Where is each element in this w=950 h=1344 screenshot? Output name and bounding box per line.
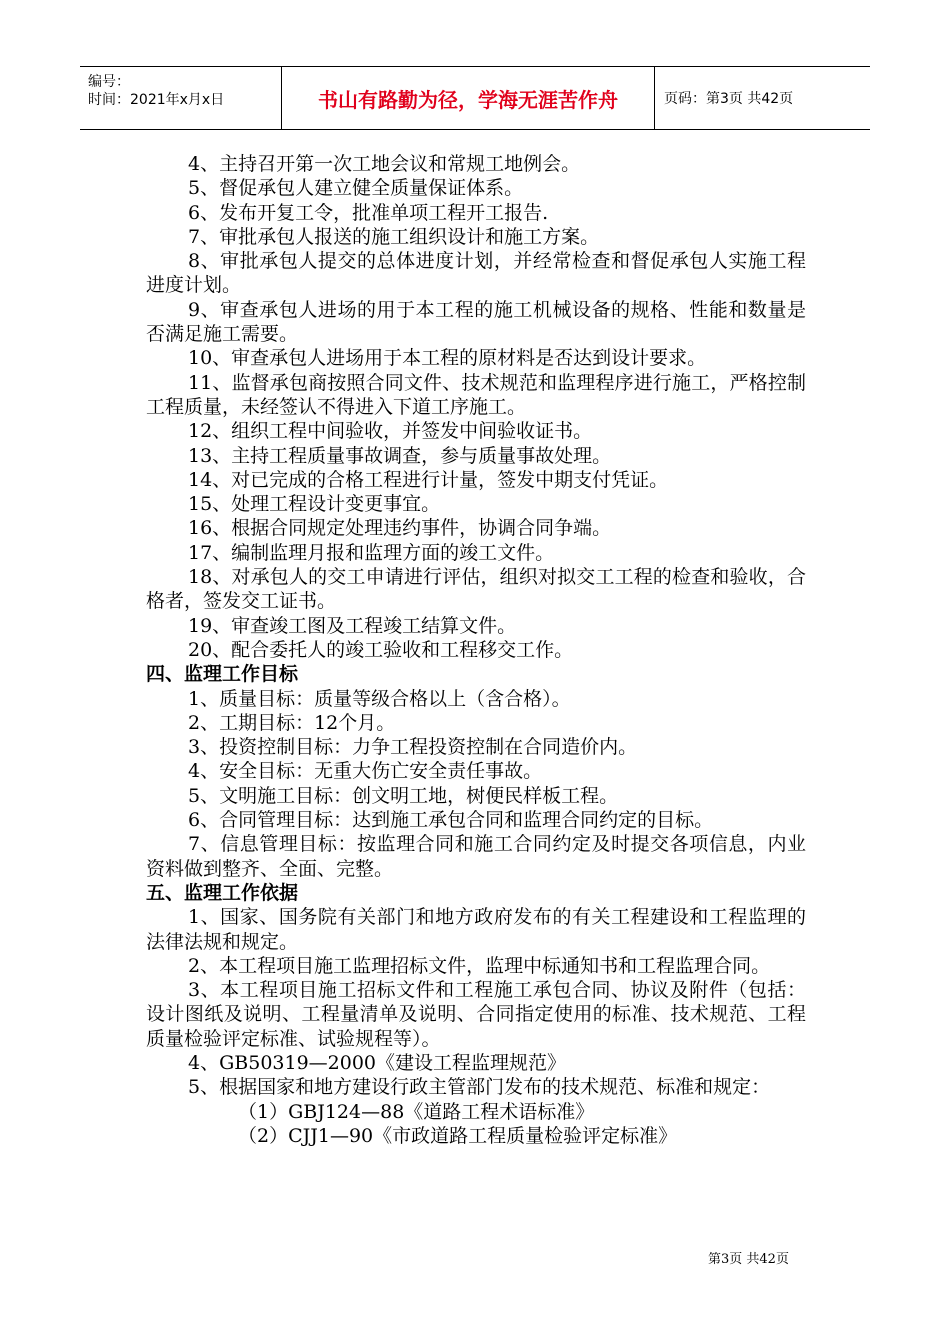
header-page-info: 页码：第3页 共42页 bbox=[664, 91, 794, 107]
goal-item: 7、信息管理目标：按监理合同和施工合同约定及时提交各项信息，内业资料做到整齐、全面、完整。 bbox=[146, 833, 806, 880]
duty-item: 7、审批承包人报送的施工组织设计和施工方案。 bbox=[188, 225, 600, 248]
duty-item: 20、配合委托人的竣工验收和工程移交工作。 bbox=[188, 638, 574, 661]
goal-item: 2、工期目标：12个月。 bbox=[188, 711, 396, 734]
duty-item: 13、主持工程质量事故调查，参与质量事故处理。 bbox=[188, 444, 612, 467]
duty-item: 9、审查承包人进场的用于本工程的施工机械设备的规格、性能和数量是否满足施工需要。 bbox=[146, 298, 806, 346]
duty-item: 12、组织工程中间验收，并签发中间验收证书。 bbox=[188, 420, 593, 443]
duty-item: 10、审查承包人进场用于本工程的原材料是否达到设计要求。 bbox=[188, 347, 707, 370]
duty-item: 19、审查竣工图及工程竣工结算文件。 bbox=[188, 614, 517, 637]
standard-item: （1）GBJ124—88《道路工程术语标准》 bbox=[238, 1100, 595, 1123]
section-heading-goals: 四、监理工作目标 bbox=[146, 663, 299, 686]
document-body bbox=[146, 152, 806, 1148]
basis-item: 3、本工程项目施工招标文件和工程施工承包合同、协议及附件（包括：设计图纸及说明、工程量清单及说明、合同指定使用的标准、技术规范、工程质量检验评定标准、试验规程等）。 bbox=[146, 979, 806, 1050]
duty-item: 6、发布开复工令，批准单项工程开工报告. bbox=[188, 201, 549, 224]
duty-item: 5、督促承包人建立健全质量保证体系。 bbox=[188, 177, 524, 200]
basis-item: 4、GB50319—2000《建设工程监理规范》 bbox=[188, 1051, 567, 1074]
duty-item: 15、处理工程设计变更事宜。 bbox=[188, 493, 441, 516]
basis-item: 2、本工程项目施工监理招标文件，监理中标通知书和工程监理合同。 bbox=[188, 954, 771, 977]
section-heading-basis: 五、监理工作依据 bbox=[146, 881, 299, 904]
duty-item: 18、对承包人的交工申请进行评估，组织对拟交工工程的检查和验收，合格者，签发交工证书。 bbox=[146, 566, 806, 613]
duty-item: 11、监督承包商按照合同文件、技术规范和监理程序进行施工，严格控制工程质量，未经签认不得进入下道工序施工。 bbox=[146, 371, 806, 418]
header-motto: 书山有路勤为径，学海无涯苦作舟 bbox=[281, 67, 655, 129]
header-meta bbox=[80, 67, 280, 129]
number-label: 编号： bbox=[88, 74, 130, 90]
page-footer: 第3页 共42页 bbox=[708, 1252, 789, 1267]
duty-item: 16、根据合同规定处理违约事件，协调合同争端。 bbox=[188, 517, 612, 540]
duty-item: 14、对已完成的合格工程进行计量，签发中期支付凭证。 bbox=[188, 468, 669, 491]
goal-item: 6、合同管理目标：达到施工承包合同和监理合同约定的目标。 bbox=[188, 809, 714, 832]
duty-item: 8、审批承包人提交的总体进度计划，并经常检查和督促承包人实施工程进度计划。 bbox=[146, 250, 806, 297]
page-header bbox=[80, 66, 870, 130]
goal-item: 1、质量目标：质量等级合格以上（含合格）。 bbox=[188, 687, 571, 710]
goal-item: 4、安全目标：无重大伤亡安全责任事故。 bbox=[188, 760, 543, 783]
duty-item: 17、编制监理月报和监理方面的竣工文件。 bbox=[188, 541, 555, 564]
standard-item: （2）CJJ1—90《市政道路工程质量检验评定标准》 bbox=[238, 1124, 678, 1147]
basis-item: 1、国家、国务院有关部门和地方政府发布的有关工程建设和工程监理的法律法规和规定。 bbox=[146, 906, 806, 953]
goal-item: 5、文明施工目标：创文明工地，树便民样板工程。 bbox=[188, 784, 619, 807]
basis-item: 5、根据国家和地方建设行政主管部门发布的技术规范、标准和规定： bbox=[188, 1076, 771, 1099]
duty-item: 4、主持召开第一次工地会议和常规工地例会。 bbox=[188, 153, 581, 175]
goal-item: 3、投资控制目标：力争工程投资控制在合同造价内。 bbox=[188, 736, 638, 759]
time-label: 时间：2021年x月x日 bbox=[88, 92, 225, 108]
